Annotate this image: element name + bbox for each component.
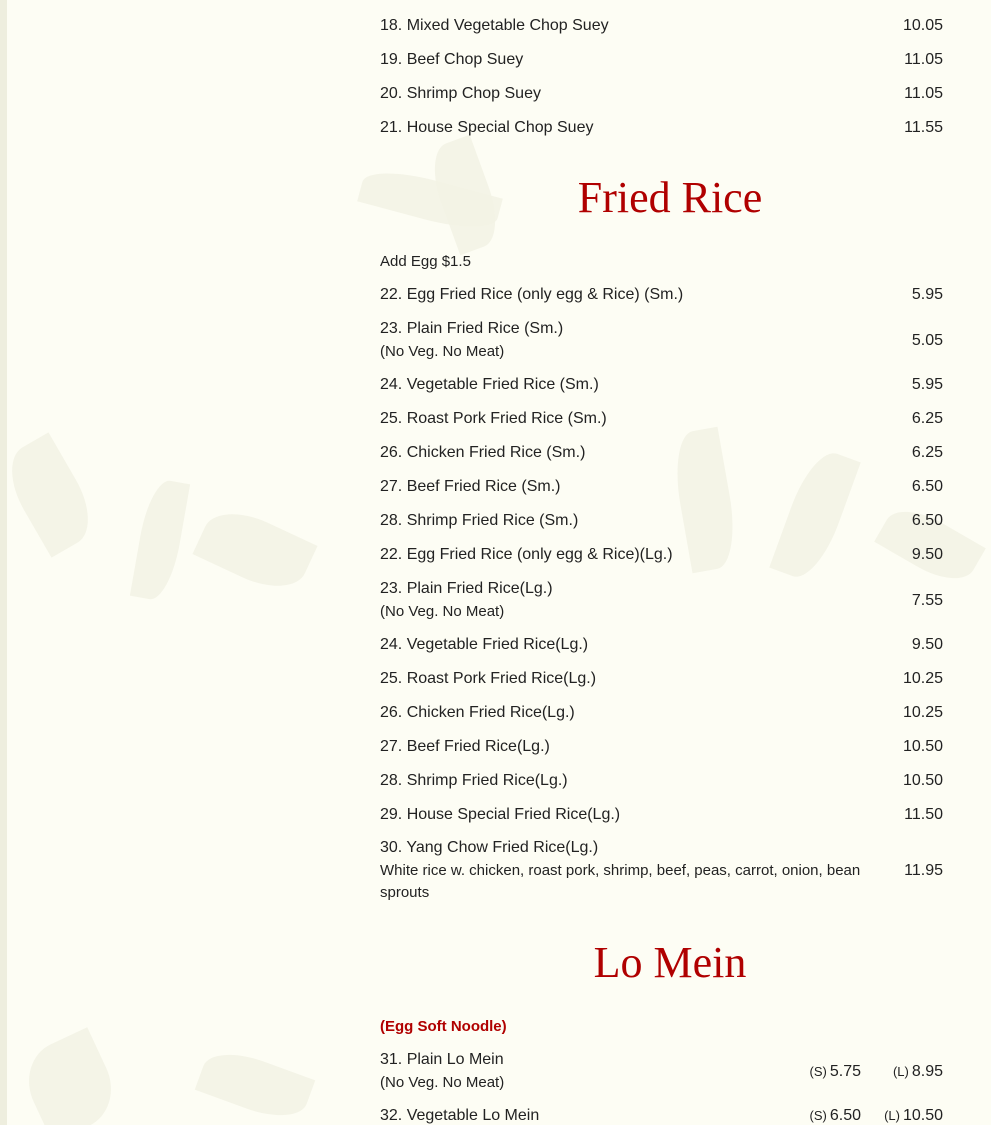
item-price: 10.50 xyxy=(902,738,943,755)
item-name: 21. House Special Chop Suey xyxy=(380,119,594,136)
menu-item-row xyxy=(380,475,943,499)
item-name: 19. Beef Chop Suey xyxy=(380,51,524,68)
item-description: White rice w. chicken, roast pork, shrimp, beef, peas, carrot, onion, bean sprouts xyxy=(380,861,861,901)
menu-item-row xyxy=(380,769,943,793)
menu-item-row xyxy=(380,407,943,431)
menu-item-row xyxy=(380,441,943,465)
size-large-tag: (L) xyxy=(892,1064,909,1079)
item-price-large: 8.95 xyxy=(911,1063,943,1080)
item-price: 6.25 xyxy=(911,444,943,461)
item-name: 28. Shrimp Fried Rice(Lg.) xyxy=(380,772,568,789)
menu-item-row xyxy=(380,837,943,905)
menu-item-row xyxy=(380,116,943,140)
item-price: 5.95 xyxy=(911,286,943,303)
item-price: 6.25 xyxy=(911,410,943,427)
left-edge-strip xyxy=(0,0,7,1125)
size-small-tag: (S) xyxy=(809,1064,827,1079)
item-price: 11.50 xyxy=(904,806,943,823)
menu-item-row xyxy=(380,1104,943,1125)
section-note: Add Egg $1.5 xyxy=(380,253,471,270)
menu-item-row xyxy=(380,1048,943,1096)
item-name: 27. Beef Fried Rice (Sm.) xyxy=(380,478,561,495)
item-price: 11.05 xyxy=(904,51,943,68)
menu-item-row xyxy=(380,373,943,397)
item-description: (No Veg. No Meat) xyxy=(380,602,505,620)
item-name: 26. Chicken Fried Rice(Lg.) xyxy=(380,704,575,721)
item-price: 5.95 xyxy=(911,376,943,393)
menu-item-row xyxy=(380,82,943,106)
item-name: 26. Chicken Fried Rice (Sm.) xyxy=(380,444,586,461)
item-name: 22. Egg Fried Rice (only egg & Rice)(Lg.) xyxy=(380,546,673,563)
menu-item-row xyxy=(380,701,943,725)
item-price-small: 5.75 xyxy=(829,1063,861,1080)
menu-item-row xyxy=(380,667,943,691)
section-heading-lo-mein: Lo Mein xyxy=(593,938,747,987)
item-price: 11.05 xyxy=(904,85,943,102)
item-price: 5.05 xyxy=(911,332,943,349)
section-heading-fried-rice: Fried Rice xyxy=(577,173,763,222)
item-price: 6.50 xyxy=(911,478,943,495)
menu-item-row xyxy=(380,543,943,567)
item-name: 25. Roast Pork Fried Rice(Lg.) xyxy=(380,670,597,687)
item-name: 23. Plain Fried Rice(Lg.) xyxy=(380,579,553,597)
item-price: 11.95 xyxy=(904,862,943,879)
item-name: 28. Shrimp Fried Rice (Sm.) xyxy=(380,512,579,529)
menu-item-row xyxy=(380,283,943,307)
item-description: (No Veg. No Meat) xyxy=(380,1073,505,1091)
item-name: 31. Plain Lo Mein xyxy=(380,1050,504,1068)
item-name: 30. Yang Chow Fried Rice(Lg.) xyxy=(380,838,599,856)
section-note: (Egg Soft Noodle) xyxy=(380,1018,507,1035)
item-name: 18. Mixed Vegetable Chop Suey xyxy=(380,17,609,34)
item-description: (No Veg. No Meat) xyxy=(380,342,505,360)
item-name: 32. Vegetable Lo Mein xyxy=(380,1107,540,1124)
item-price: 10.05 xyxy=(902,17,943,34)
item-price: 10.50 xyxy=(902,772,943,789)
menu-item-row xyxy=(380,509,943,533)
item-price: 9.50 xyxy=(911,636,943,653)
item-price: 10.25 xyxy=(902,704,943,721)
menu-item-row xyxy=(380,633,943,657)
item-name: 23. Plain Fried Rice (Sm.) xyxy=(380,319,564,337)
item-price: 10.25 xyxy=(902,670,943,687)
menu-item-row xyxy=(380,48,943,72)
size-small-tag: (S) xyxy=(809,1108,827,1123)
item-price-small: 6.50 xyxy=(829,1107,861,1124)
item-name: 27. Beef Fried Rice(Lg.) xyxy=(380,738,550,755)
size-large-tag: (L) xyxy=(884,1108,900,1123)
menu-item-row xyxy=(380,803,943,827)
item-price: 11.55 xyxy=(904,119,943,136)
item-name: 24. Vegetable Fried Rice (Sm.) xyxy=(380,376,599,393)
item-name: 29. House Special Fried Rice(Lg.) xyxy=(380,806,621,823)
menu-item-row xyxy=(380,14,943,38)
item-name: 25. Roast Pork Fried Rice (Sm.) xyxy=(380,410,607,427)
menu-item-row xyxy=(380,317,943,365)
menu-item-row xyxy=(380,577,943,625)
item-price: 7.55 xyxy=(911,592,943,609)
item-name: 20. Shrimp Chop Suey xyxy=(380,85,541,102)
item-name: 22. Egg Fried Rice (only egg & Rice) (Sm.) xyxy=(380,286,684,303)
item-price-large: 10.50 xyxy=(902,1107,943,1124)
item-price: 6.50 xyxy=(911,512,943,529)
item-price: 9.50 xyxy=(911,546,943,563)
item-name: 24. Vegetable Fried Rice(Lg.) xyxy=(380,636,589,653)
menu-item-row xyxy=(380,735,943,759)
